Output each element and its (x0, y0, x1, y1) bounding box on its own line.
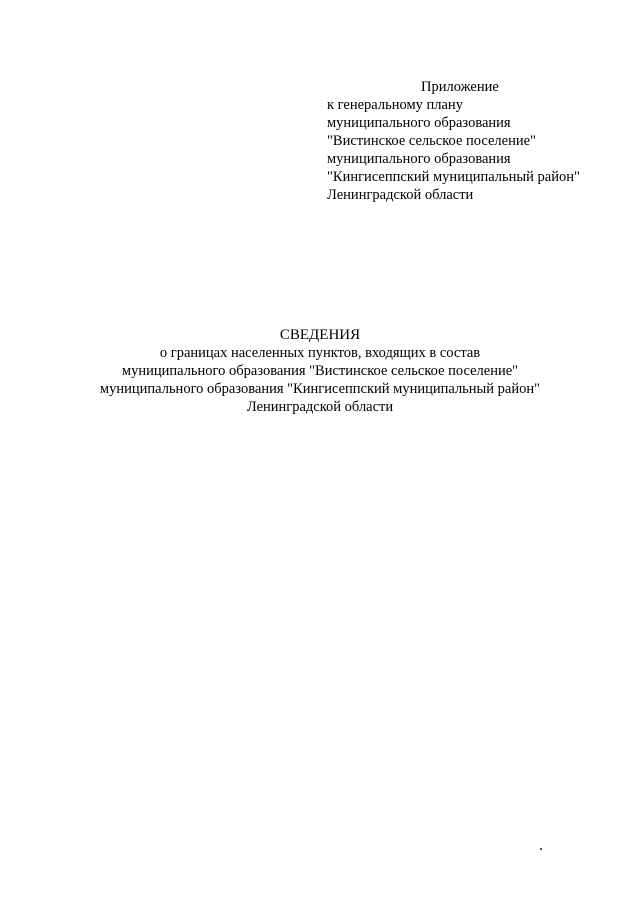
document-subtitle-line: муниципального образования "Кингисеппский муниципальный район" (99, 381, 541, 397)
appendix-line: "Кингисеппский муниципальный район" (327, 169, 580, 185)
document-subtitle-line: Ленинградской области (246, 399, 394, 415)
appendix-line: муниципального образования (327, 115, 511, 131)
document-heading: СВЕДЕНИЯ (279, 327, 361, 343)
appendix-title: Приложение (421, 79, 499, 95)
appendix-line: Ленинградской области (327, 187, 474, 203)
appendix-note (327, 78, 627, 204)
scan-speck (540, 848, 542, 850)
document-subtitle-line: муниципального образования "Вистинское сельское поселение" (121, 363, 519, 379)
document-subtitle-line: о границах населенных пунктов, входящих в состав (159, 345, 481, 361)
document-title-block (0, 326, 640, 416)
appendix-line: муниципального образования (327, 151, 511, 167)
appendix-line: к генеральному плану (327, 97, 463, 113)
appendix-line: "Вистинское сельское поселение" (327, 133, 536, 149)
